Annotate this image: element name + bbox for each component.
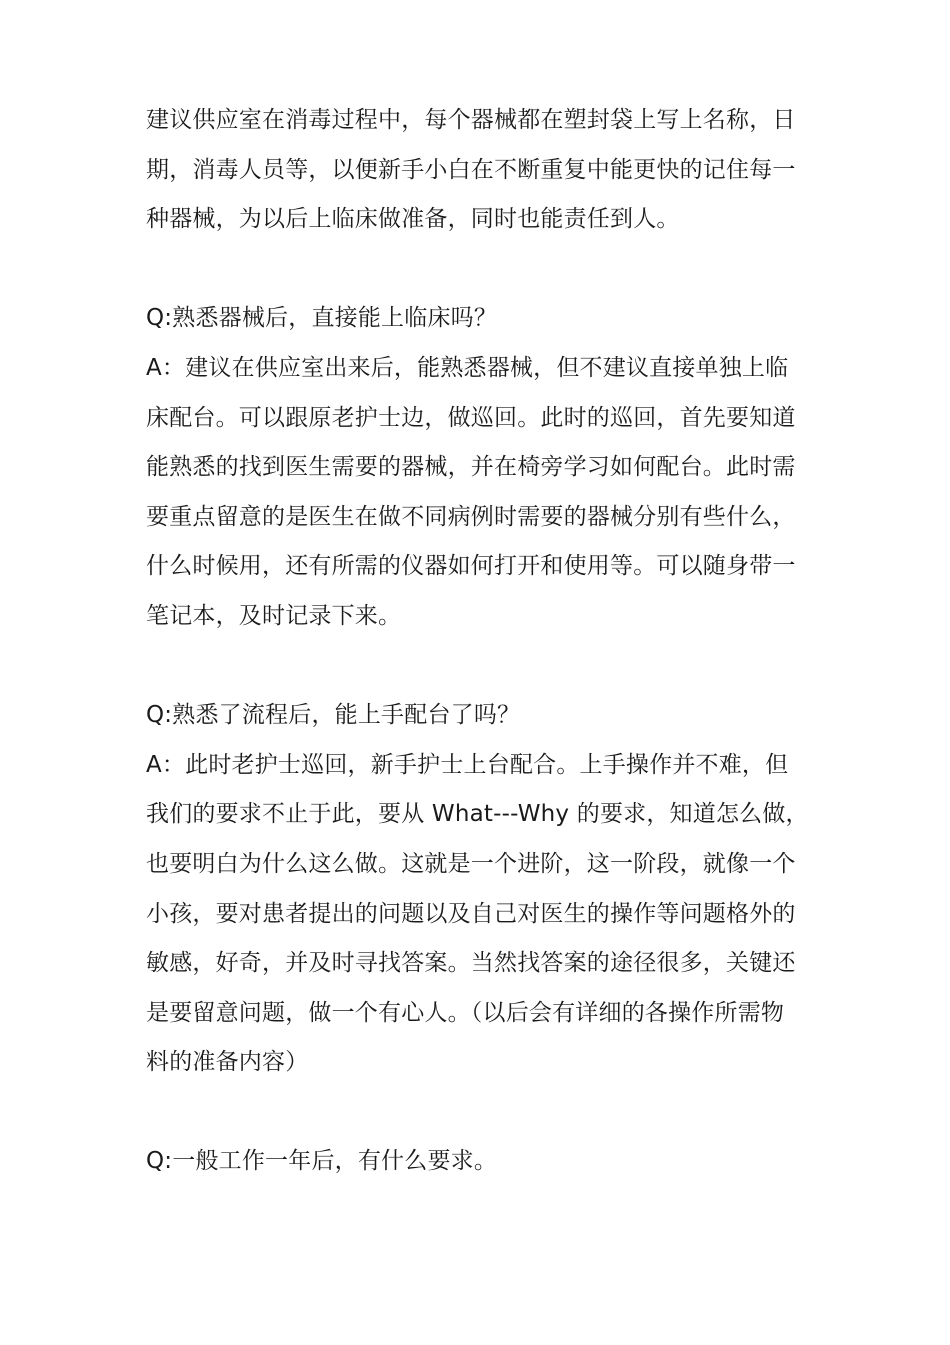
intro-line-1: 建议供应室在消毒过程中，每个器械都在塑封袋上写上名称，日 bbox=[146, 107, 796, 133]
question-3: Q:一般工作一年后，有什么要求。 bbox=[146, 1148, 498, 1175]
answer-1-line-4: 要重点留意的是医生在做不同病例时需要的器械分别有些什么， bbox=[146, 503, 796, 530]
answer-1-line-1: A：建议在供应室出来后，能熟悉器械，但不建议直接单独上临 bbox=[146, 354, 789, 381]
answer-1-line-3: 能熟悉的找到医生需要的器械，并在椅旁学习如何配台。此时需 bbox=[146, 454, 796, 481]
answer-2-line-5: 敏感，好奇，并及时寻找答案。当然找答案的途径很多，关键还 bbox=[146, 950, 796, 977]
answer-2-line-6: 是要留意问题，做一个有心人。（以后会有详细的各操作所需物 bbox=[146, 999, 785, 1026]
answer-2-line-4: 小孩，要对患者提出的问题以及自己对医生的操作等问题格外的 bbox=[146, 900, 796, 927]
document-body bbox=[146, 96, 821, 1187]
paragraph-gap bbox=[146, 642, 821, 692]
intro-line-3: 种器械，为以后上临床做准备，同时也能责任到人。 bbox=[146, 206, 680, 233]
answer-1-line-6: 笔记本，及时记录下来。 bbox=[146, 602, 402, 629]
question-2: Q:熟悉了流程后，能上手配台了吗？ bbox=[146, 702, 521, 729]
paragraph-gap bbox=[146, 1088, 821, 1138]
answer-1-line-5: 什么时候用，还有所需的仪器如何打开和使用等。可以随身带一 bbox=[146, 553, 796, 580]
answer-2-line-3: 也要明白为什么这么做。这就是一个进阶，这一阶段，就像一个 bbox=[146, 850, 796, 877]
intro-line-2: 期，消毒人员等，以便新手小白在不断重复中能更快的记住每一 bbox=[146, 156, 796, 183]
paragraph-gap bbox=[146, 245, 821, 295]
answer-2-line-2: 我们的要求不止于此，要从 What---Why 的要求，知道怎么做， bbox=[146, 801, 809, 828]
answer-2-line-7: 料的准备内容） bbox=[146, 1049, 309, 1076]
question-1: Q:熟悉器械后，直接能上临床吗？ bbox=[146, 305, 498, 332]
answer-2-line-1: A：此时老护士巡回，新手护士上台配合。上手操作并不难，但 bbox=[146, 751, 789, 778]
answer-1-line-2: 床配台。可以跟原老护士边，做巡回。此时的巡回，首先要知道 bbox=[146, 404, 796, 431]
